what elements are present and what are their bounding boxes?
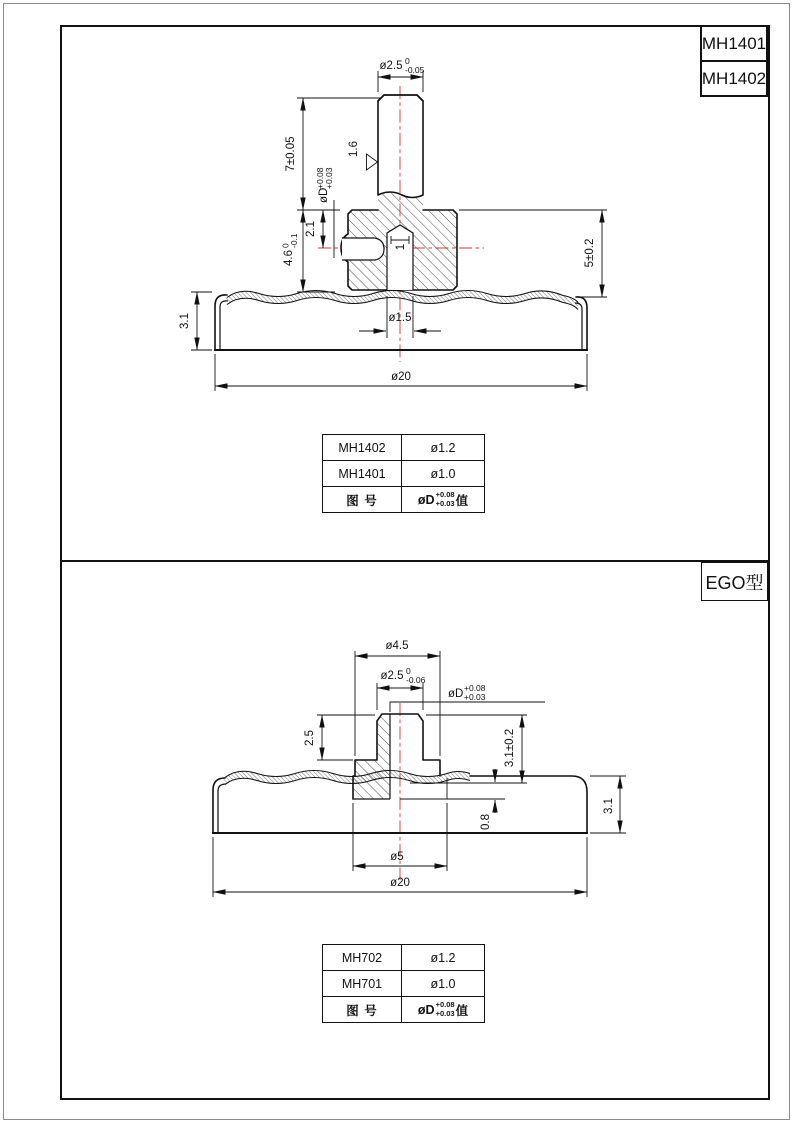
cup-right-wall-inner — [575, 303, 582, 350]
hole-size-cell: ø1.2 — [402, 945, 485, 971]
dim-text: 5±0.2 — [584, 238, 596, 268]
dim-text: øD — [318, 187, 330, 203]
dim-tol-lower: +0.03 — [324, 167, 334, 189]
dim-tol-lower: +0.03 — [464, 692, 486, 702]
part-number-label: MH1401 — [701, 33, 767, 53]
hole-size-cell: ø1.2 — [402, 435, 485, 461]
spec-suffix: 值 — [455, 493, 469, 508]
dim-stud-height — [285, 98, 380, 210]
part-number-cell: MH1401 — [323, 461, 402, 487]
dim-hole-d-label — [315, 167, 334, 258]
dim-text: 1 — [395, 243, 407, 251]
finish-triangle-icon — [367, 154, 378, 170]
part-number-label: MH1402 — [701, 68, 767, 88]
dim-text: ø2.5 — [379, 60, 403, 72]
table-row — [323, 435, 485, 461]
cup-left-wall-inner — [220, 301, 228, 350]
dim-text: 4.6 — [283, 250, 295, 266]
part-number-cell: MH701 — [323, 971, 402, 997]
dim-tol-upper: 0 — [405, 56, 410, 66]
spec-tol-upper: +0.08 — [435, 1000, 455, 1010]
table-header-row — [323, 997, 485, 1023]
dim-text: ø20 — [391, 371, 411, 383]
table-row — [323, 461, 485, 487]
cup-left-wall-inner — [218, 784, 226, 833]
hole-size-cell: ø1.0 — [402, 971, 485, 997]
series-label: EGO型 — [705, 572, 764, 593]
part-size-table-mh70x — [322, 944, 485, 1023]
surface-finish-mark — [348, 141, 378, 170]
spec-main: øD — [417, 1002, 435, 1017]
drawing-number-header: 图 号 — [323, 997, 402, 1023]
dim-text: 3.1±0.2 — [504, 728, 516, 768]
dim-base-diameter — [215, 354, 587, 391]
dim-stud-diameter — [378, 56, 425, 92]
dim-tol-upper: 0 — [406, 666, 411, 676]
section-hatch-bushing — [353, 717, 390, 799]
spec-tol-lower: +0.03 — [435, 498, 455, 508]
spec-tol-lower: +0.03 — [435, 1008, 455, 1018]
dim-tol-upper: 0 — [280, 243, 291, 248]
hole-size-cell: ø1.0 — [402, 461, 485, 487]
part-size-table-mh140x — [322, 434, 485, 513]
dim-boss-total-height — [459, 210, 607, 297]
part-number-cell: MH702 — [323, 945, 402, 971]
dim-bushing-height — [426, 715, 527, 783]
table-row — [323, 945, 485, 971]
hole-spec-header — [402, 997, 485, 1023]
dim-stud-diameter — [377, 666, 426, 710]
dim-text: 7±0.05 — [285, 136, 297, 172]
dimensions-ego-drawing — [213, 640, 626, 897]
dim-text: ø4.5 — [385, 640, 409, 652]
drawing-mh140x-section-view — [179, 56, 607, 391]
dim-text: 3.1 — [179, 313, 191, 329]
dim-stud-height — [304, 715, 375, 760]
hole-spec-header — [402, 487, 485, 513]
table-header-row — [323, 487, 485, 513]
stud-outline — [378, 95, 423, 198]
dim-text: ø1.5 — [388, 312, 412, 324]
dim-flange-diameter — [355, 640, 440, 756]
dim-text: 2.1 — [305, 221, 317, 237]
spec-suffix: 值 — [455, 1003, 469, 1018]
dim-tol-lower: -0.1 — [289, 233, 299, 248]
table-row — [323, 971, 485, 997]
part-number-cell: MH1402 — [323, 435, 402, 461]
spec-tol-upper: +0.08 — [435, 490, 455, 500]
drawing-ego-section-view — [212, 640, 626, 897]
dim-cup-height — [590, 776, 626, 833]
drawing-number-header: 图 号 — [323, 487, 402, 513]
dim-text: 0.8 — [480, 814, 492, 830]
dim-hole-d-label — [390, 683, 545, 712]
center-hole — [387, 225, 413, 290]
dim-cup-height — [179, 292, 212, 350]
dim-tol-upper: +0.08 — [464, 683, 486, 693]
stud-chamfer — [378, 95, 423, 101]
dim-text: 2.5 — [304, 730, 316, 746]
dim-tol-lower: -0.05 — [405, 65, 425, 75]
dim-text: ø20 — [390, 877, 410, 889]
dim-2-1 — [305, 210, 323, 248]
dim-text: 1.6 — [348, 141, 360, 157]
dim-text: ø5 — [390, 851, 404, 863]
dim-text: øD — [448, 688, 464, 700]
side-slot — [342, 238, 384, 260]
dim-text: 3.1 — [603, 798, 615, 814]
dim-text: ø2.5 — [380, 670, 404, 682]
spec-main: øD — [417, 492, 435, 507]
dim-tol-lower: -0.06 — [406, 675, 426, 685]
dim-tol-upper: +0.08 — [315, 167, 325, 189]
